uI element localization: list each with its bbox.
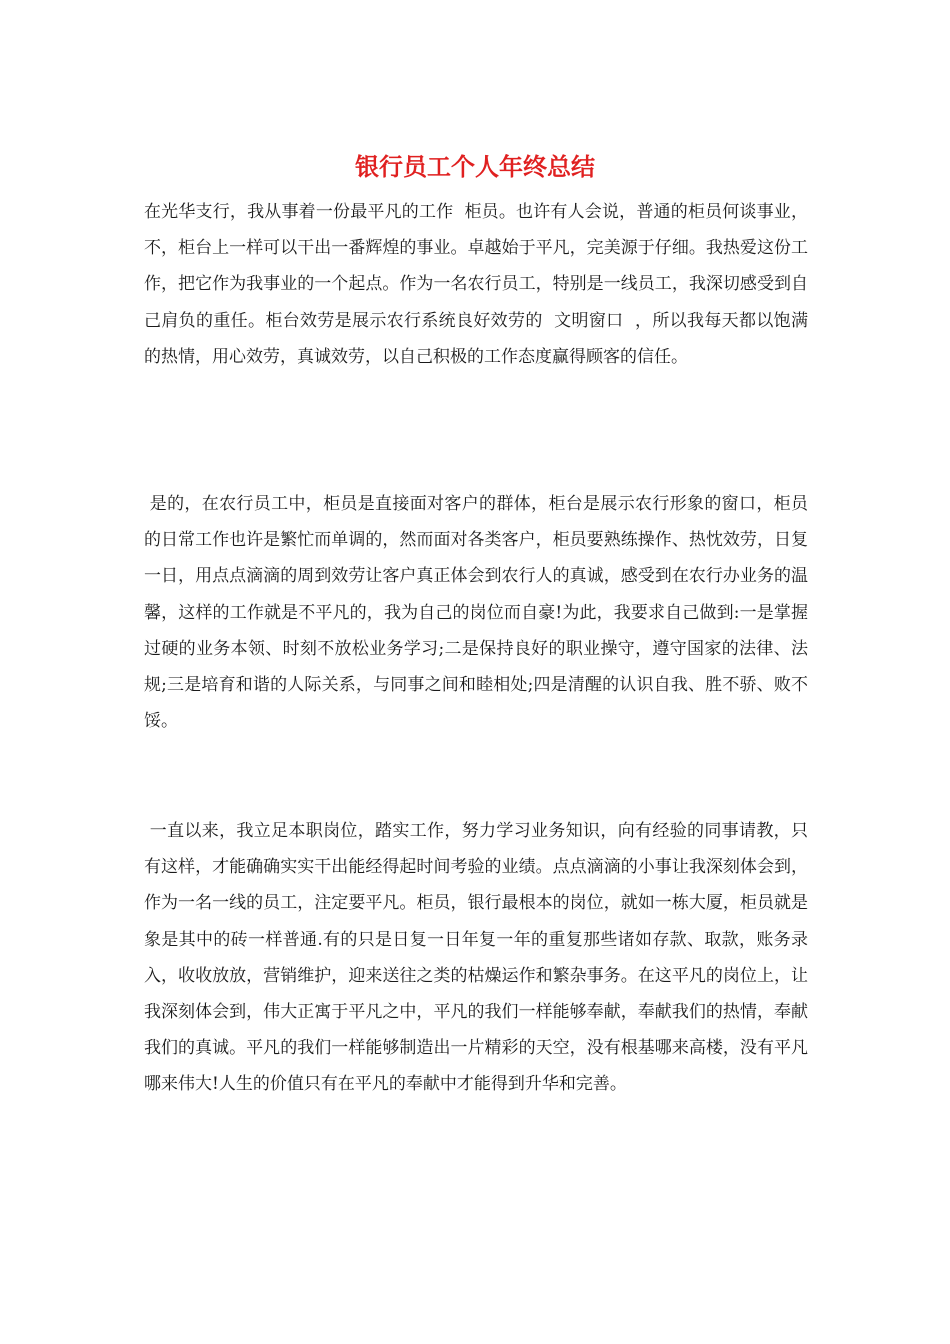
document-title: 银行员工个人年终总结: [355, 153, 595, 181]
paragraph-2: 是的，在农行员工中，柜员是直接面对客户的群体，柜台是展示农行形象的窗口，柜员的日常工作也许是繁忙而单调的，然而面对各类客户，柜员要熟练操作、热忱效劳，日复一日，用点点滴滴的周到效劳让客户真正体会到农行人的真诚，感受到在农行办业务的温馨，这样的工作就是不平凡的，我为自己的岗位而自豪!为此，我要求自己做到:一是掌握过硬的业务本领、时刻不放松业务学习;二是保持良好的职业操守，遵守国家的法律、法规;三是培育和谐的人际关系，与同事之间和睦相处;四是清醒的认识自我、胜不骄、败不馁。: [144, 494, 809, 732]
paragraph-1: 在光华支行，我从事着一份最平凡的工作 柜员。也许有人会说，普通的柜员何谈事业，不，柜台上一样可以干出一番辉煌的事业。卓越始于平凡，完美源于仔细。我热爱这份工作，把它作为我事业的一个起点。作为一名农行员工，特别是一线员工，我深切感受到自己肩负的重任。柜台效劳是展示农行系统良好效劳的 文明窗口 ，所以我每天都以饱满的热情，用心效劳，真诚效劳，以自己积极的工作态度赢得顾客的信任。: [144, 202, 808, 367]
paragraph-3: 一直以来，我立足本职岗位，踏实工作，努力学习业务知识，向有经验的同事请教，只有这样，才能确确实实干出能经得起时间考验的业绩。点点滴滴的小事让我深刻体会到，作为一名一线的员工，注定要平凡。柜员，银行最根本的岗位，就如一栋大厦，柜员就是象是其中的砖一样普通.有的只是日复一日年复一年的重复那些诸如存款、取款，账务录入，收收放放，营销维护，迎来送往之类的枯燥运作和繁杂事务。在这平凡的岗位上，让我深刻体会到，伟大正寓于平凡之中，平凡的我们一样能够奉献，奉献我们的热情，奉献我们的真诚。平凡的我们一样能够制造出一片精彩的天空，没有根基哪来高楼，没有平凡哪来伟大!人生的价值只有在平凡的奉献中才能得到升华和完善。: [144, 821, 809, 1095]
